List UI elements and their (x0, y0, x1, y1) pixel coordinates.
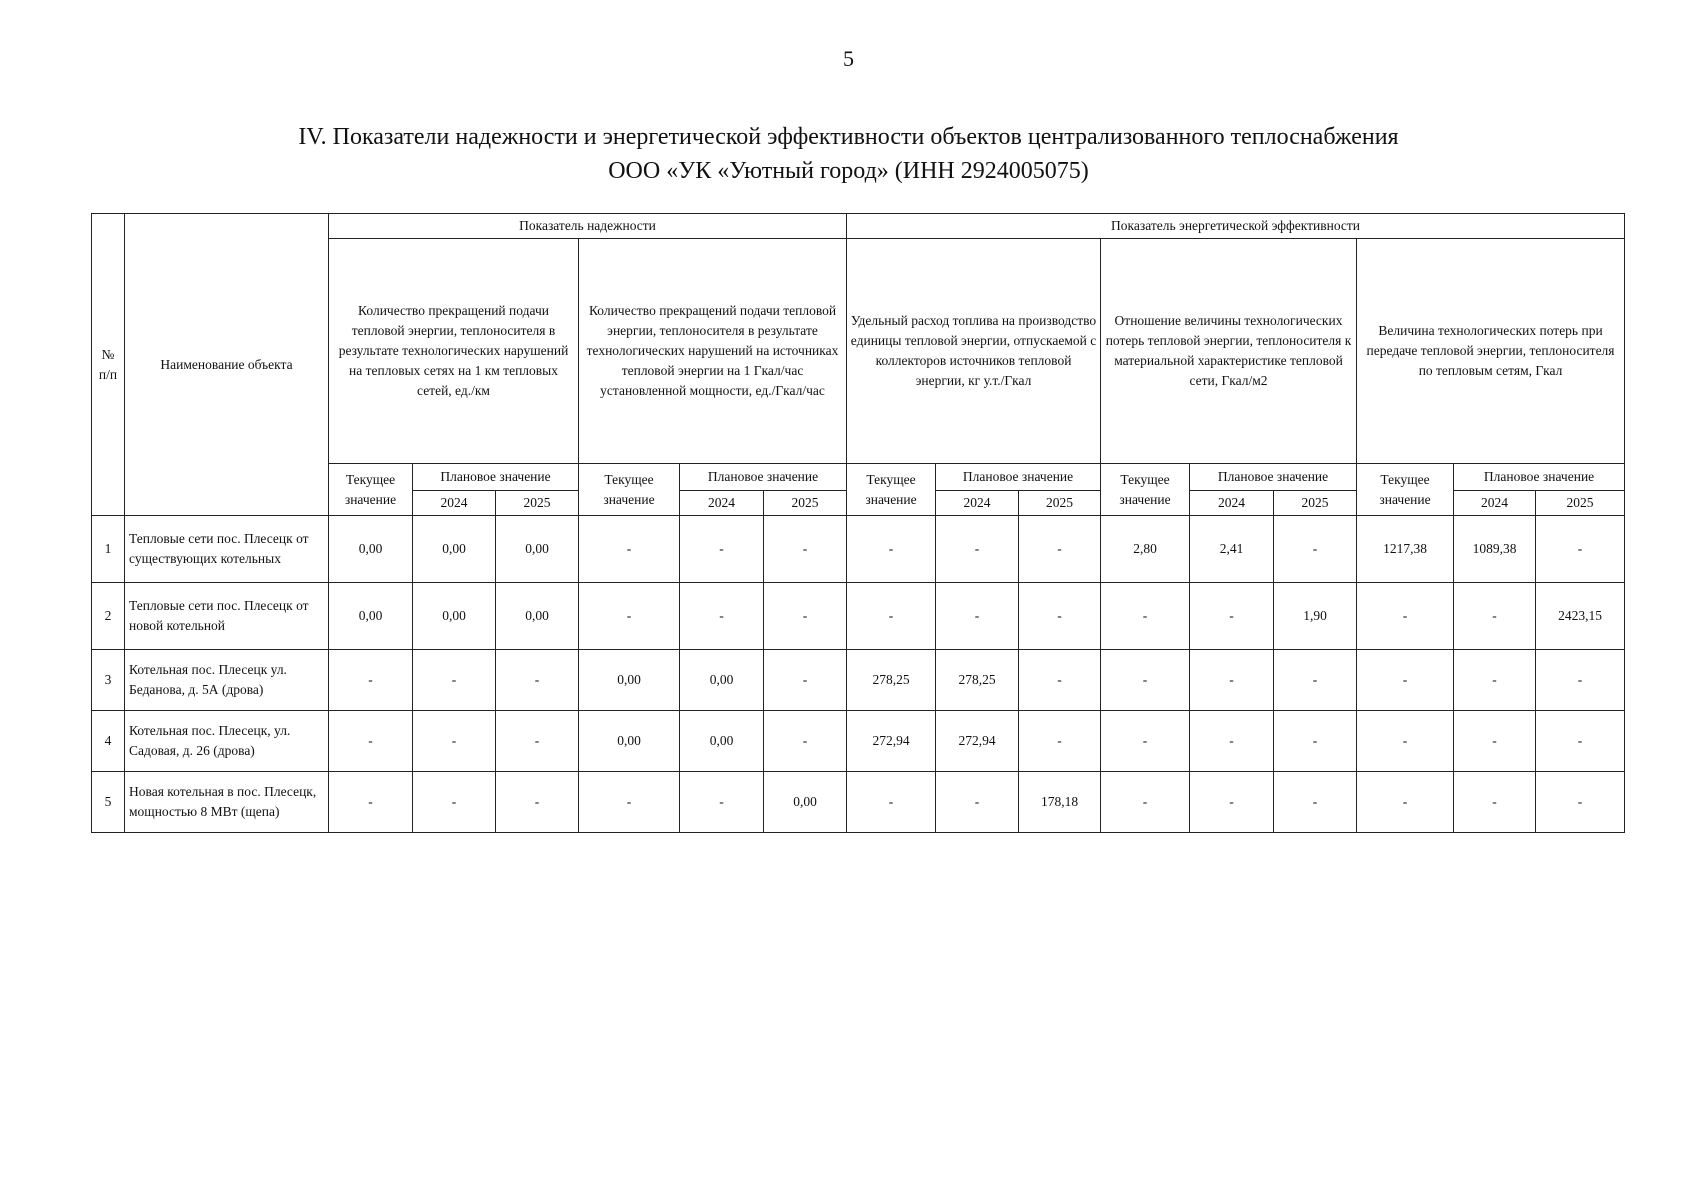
value-cell: - (1019, 583, 1101, 650)
subheader-year-2024: 2024 (680, 491, 764, 516)
subheader-planned: Плановое значение (680, 464, 847, 491)
value-cell: - (579, 516, 680, 583)
value-cell: 278,25 (847, 650, 936, 711)
value-cell: 272,94 (936, 711, 1019, 772)
value-cell: - (847, 516, 936, 583)
indicator-header-1: Количество прекращений подачи тепловой энергии, теплоносителя в результате технологических нарушений на тепловых сетях на 1 км тепловых сетей, ед./км (329, 239, 579, 464)
row-number: 3 (92, 650, 125, 711)
value-cell: - (1454, 711, 1536, 772)
value-cell: 0,00 (329, 583, 413, 650)
value-cell: - (764, 650, 847, 711)
value-cell: 0,00 (413, 516, 496, 583)
value-cell: 0,00 (413, 583, 496, 650)
value-cell: 0,00 (680, 711, 764, 772)
title-line-1: IV. Показатели надежности и энергетической эффективности объектов централизованного теплоснабжения (298, 124, 1399, 150)
subheader-year-2025: 2025 (764, 491, 847, 516)
value-cell: - (1274, 516, 1357, 583)
page-number: 5 (843, 46, 854, 71)
value-cell: - (1101, 772, 1190, 833)
header-reliability: Показатель надежности (329, 214, 847, 239)
subheader-year-2025: 2025 (1019, 491, 1101, 516)
title-line-2: ООО «УК «Уютный город» (ИНН 2924005075) (608, 158, 1089, 184)
subheader-planned: Плановое значение (1190, 464, 1357, 491)
value-cell: - (847, 583, 936, 650)
value-cell: 0,00 (764, 772, 847, 833)
value-cell: - (1536, 772, 1625, 833)
value-cell: - (1190, 583, 1274, 650)
value-cell: 1,90 (1274, 583, 1357, 650)
row-number: 4 (92, 711, 125, 772)
value-cell: - (1190, 772, 1274, 833)
subheader-year-2025: 2025 (496, 491, 579, 516)
value-cell: - (329, 711, 413, 772)
value-cell: 2,41 (1190, 516, 1274, 583)
indicator-header-3: Удельный расход топлива на производство единицы тепловой энергии, отпускаемой с коллекторов источников тепловой энергии, кг у.т./Гкал (847, 239, 1101, 464)
value-cell: - (1357, 583, 1454, 650)
value-cell: - (496, 772, 579, 833)
value-cell: - (1190, 650, 1274, 711)
subheader-planned: Плановое значение (413, 464, 579, 491)
value-cell: 0,00 (579, 650, 680, 711)
subheader-year-2025: 2025 (1274, 491, 1357, 516)
value-cell: 0,00 (680, 650, 764, 711)
value-cell: - (847, 772, 936, 833)
indicator-header-2: Количество прекращений подачи тепловой энергии, теплоносителя в результате технологических нарушений на источниках тепловой энергии на 1 Гкал/час установленной мощности, ед./Гкал/час (579, 239, 847, 464)
value-cell: - (329, 650, 413, 711)
value-cell: - (1019, 516, 1101, 583)
value-cell: - (764, 516, 847, 583)
indicators-table (91, 213, 1625, 833)
value-cell: - (680, 516, 764, 583)
object-name: Тепловые сети пос. Плесецк от существующих котельных (125, 516, 329, 583)
table-row (92, 650, 1625, 711)
value-cell: - (1190, 711, 1274, 772)
value-cell: 2,80 (1101, 516, 1190, 583)
object-name: Котельная пос. Плесецк ул. Беданова, д. 5А (дрова) (125, 650, 329, 711)
value-cell: - (1019, 650, 1101, 711)
value-cell: - (413, 772, 496, 833)
value-cell: 1217,38 (1357, 516, 1454, 583)
subheader-year-2024: 2024 (936, 491, 1019, 516)
value-cell: - (764, 583, 847, 650)
subheader-current: Текущее значение (1101, 464, 1190, 516)
subheader-planned: Плановое значение (1454, 464, 1625, 491)
subheader-year-2024: 2024 (1454, 491, 1536, 516)
value-cell: - (1101, 711, 1190, 772)
value-cell: - (496, 711, 579, 772)
subheader-year-2025: 2025 (1536, 491, 1625, 516)
value-cell: - (1357, 711, 1454, 772)
value-cell: - (1454, 583, 1536, 650)
value-cell: - (680, 772, 764, 833)
value-cell: - (936, 516, 1019, 583)
value-cell: - (1357, 650, 1454, 711)
header-object-name: Наименование объекта (125, 214, 329, 516)
value-cell: 272,94 (847, 711, 936, 772)
value-cell: - (1454, 650, 1536, 711)
object-name: Котельная пос. Плесецк, ул. Садовая, д. 26 (дрова) (125, 711, 329, 772)
subheader-current: Текущее значение (329, 464, 413, 516)
value-cell: - (579, 583, 680, 650)
value-cell: - (1536, 650, 1625, 711)
value-cell: - (579, 772, 680, 833)
value-cell: 0,00 (329, 516, 413, 583)
value-cell: - (936, 583, 1019, 650)
value-cell: - (1536, 711, 1625, 772)
header-number: № п/п (92, 214, 125, 516)
value-cell: - (1357, 772, 1454, 833)
table-row (92, 772, 1625, 833)
row-number: 5 (92, 772, 125, 833)
value-cell: 1089,38 (1454, 516, 1536, 583)
row-number: 1 (92, 516, 125, 583)
value-cell: - (764, 711, 847, 772)
subheader-current: Текущее значение (579, 464, 680, 516)
value-cell: - (1101, 583, 1190, 650)
header-efficiency: Показатель энергетической эффективности (847, 214, 1625, 239)
table-row (92, 711, 1625, 772)
value-cell: - (1274, 711, 1357, 772)
subheader-current: Текущее значение (847, 464, 936, 516)
subheader-year-2024: 2024 (1190, 491, 1274, 516)
value-cell: - (329, 772, 413, 833)
row-number: 2 (92, 583, 125, 650)
subheader-year-2024: 2024 (413, 491, 496, 516)
value-cell: - (1454, 772, 1536, 833)
value-cell: 0,00 (496, 516, 579, 583)
value-cell: - (413, 711, 496, 772)
object-name: Тепловые сети пос. Плесецк от новой котельной (125, 583, 329, 650)
indicator-header-5: Величина технологических потерь при передаче тепловой энергии, теплоносителя по тепловым сетям, Гкал (1357, 239, 1625, 464)
value-cell: 0,00 (579, 711, 680, 772)
value-cell: - (496, 650, 579, 711)
object-name: Новая котельная в пос. Плесецк, мощностью 8 МВт (щепа) (125, 772, 329, 833)
value-cell: - (1274, 650, 1357, 711)
value-cell: - (1101, 650, 1190, 711)
value-cell: 0,00 (496, 583, 579, 650)
indicator-header-4: Отношение величины технологических потерь тепловой энергии, теплоносителя к материальной характеристике тепловой сети, Гкал/м2 (1101, 239, 1357, 464)
value-cell: 178,18 (1019, 772, 1101, 833)
document-title (0, 120, 1697, 188)
value-cell: 2423,15 (1536, 583, 1625, 650)
value-cell: - (1274, 772, 1357, 833)
subheader-planned: Плановое значение (936, 464, 1101, 491)
value-cell: - (1536, 516, 1625, 583)
table-row (92, 516, 1625, 583)
subheader-current: Текущее значение (1357, 464, 1454, 516)
value-cell: 278,25 (936, 650, 1019, 711)
value-cell: - (936, 772, 1019, 833)
value-cell: - (413, 650, 496, 711)
value-cell: - (680, 583, 764, 650)
value-cell: - (1019, 711, 1101, 772)
table-row (92, 583, 1625, 650)
